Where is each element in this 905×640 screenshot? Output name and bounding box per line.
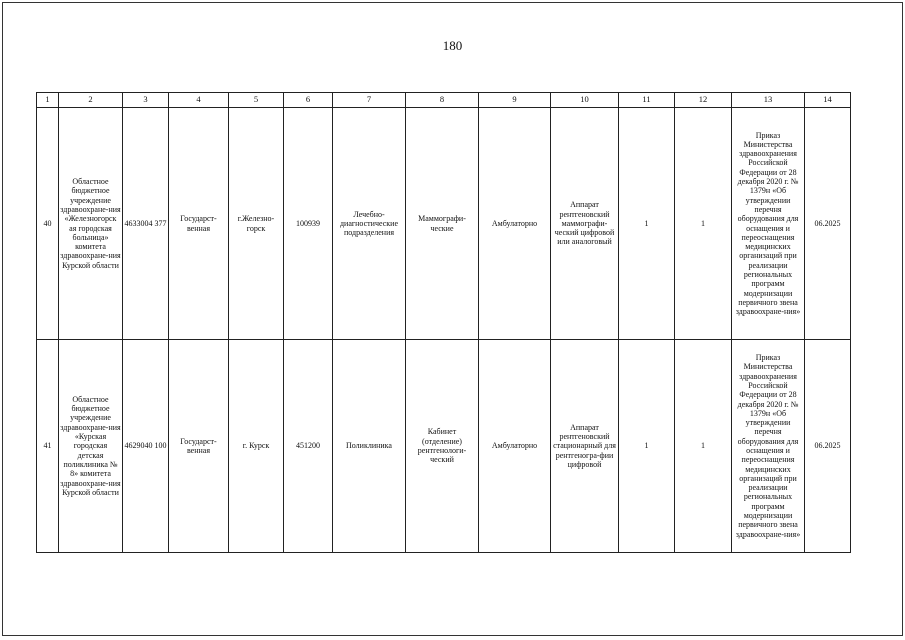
table-row (37, 108, 851, 340)
header-cell: 9 (479, 93, 551, 108)
locality: г.Железно-горск (229, 108, 284, 340)
unit-type: Кабинет (отделение) рентгенологи-ческий (406, 340, 479, 553)
table-header-row (37, 93, 851, 108)
unit-type: Маммографи-ческие (406, 108, 479, 340)
header-cell: 10 (551, 93, 619, 108)
header-cell: 7 (333, 93, 406, 108)
care-conditions: Амбулаторно (479, 340, 551, 553)
header-cell: 5 (229, 93, 284, 108)
header-cell: 13 (732, 93, 805, 108)
quantity: 1 (619, 108, 675, 340)
header-cell: 8 (406, 93, 479, 108)
header-cell: 11 (619, 93, 675, 108)
organization-name: Областное бюджетное учреждение здравоохране-ния «Курская городская детская поликлиника № 8» комитета здравоохране-ния Курской области (59, 340, 123, 553)
inn-code: 4633004 377 (123, 108, 169, 340)
header-cell: 4 (169, 93, 229, 108)
legal-basis: Приказ Министерства здравоохранения Российской Федерации от 28 декабря 2020 г. № 1379н «Об утверждении перечня оборудования для оснащения и переоснащения медицинских организаций при реализации региональных программ модернизации первичного звена здравоохране-ния» (732, 108, 805, 340)
header-cell: 1 (37, 93, 59, 108)
equipment-name: Аппарат рентгеновский стационарный для рентгеногра-фии цифровой (551, 340, 619, 553)
inn-code: 4629040 100 (123, 340, 169, 553)
ownership-form: Государст-венная (169, 108, 229, 340)
legal-basis: Приказ Министерства здравоохранения Российской Федерации от 28 декабря 2020 г. № 1379н «Об утверждении перечня оборудования для оснащения и переоснащения медицинских организаций при реализации региональных программ модернизации первичного звена здравоохране-ния» (732, 340, 805, 553)
header-cell: 6 (284, 93, 333, 108)
row-number: 41 (37, 340, 59, 553)
department: Поликлиника (333, 340, 406, 553)
quantity: 1 (675, 108, 732, 340)
header-cell: 3 (123, 93, 169, 108)
department: Лечебно-диагностические подразделения (333, 108, 406, 340)
locality: г. Курск (229, 340, 284, 553)
organization-name: Областное бюджетное учреждение здравоохране-ния «Железногорск ая городская больница» комитета здравоохране-ния Курской области (59, 108, 123, 340)
table-row (37, 340, 851, 553)
header-cell: 12 (675, 93, 732, 108)
due-date: 06.2025 (805, 108, 851, 340)
equipment-name: Аппарат рентгеновский маммографи-ческий цифровой или аналоговый (551, 108, 619, 340)
quantity: 1 (675, 340, 732, 553)
page-number: 180 (442, 38, 463, 53)
header-cell: 2 (59, 93, 123, 108)
due-date: 06.2025 (805, 340, 851, 553)
care-conditions: Амбулаторно (479, 108, 551, 340)
row-number: 40 (37, 108, 59, 340)
code-value: 100939 (284, 108, 333, 340)
code-value: 451200 (284, 340, 333, 553)
ownership-form: Государст-венная (169, 340, 229, 553)
document-table (36, 92, 851, 553)
quantity: 1 (619, 340, 675, 553)
header-cell: 14 (805, 93, 851, 108)
